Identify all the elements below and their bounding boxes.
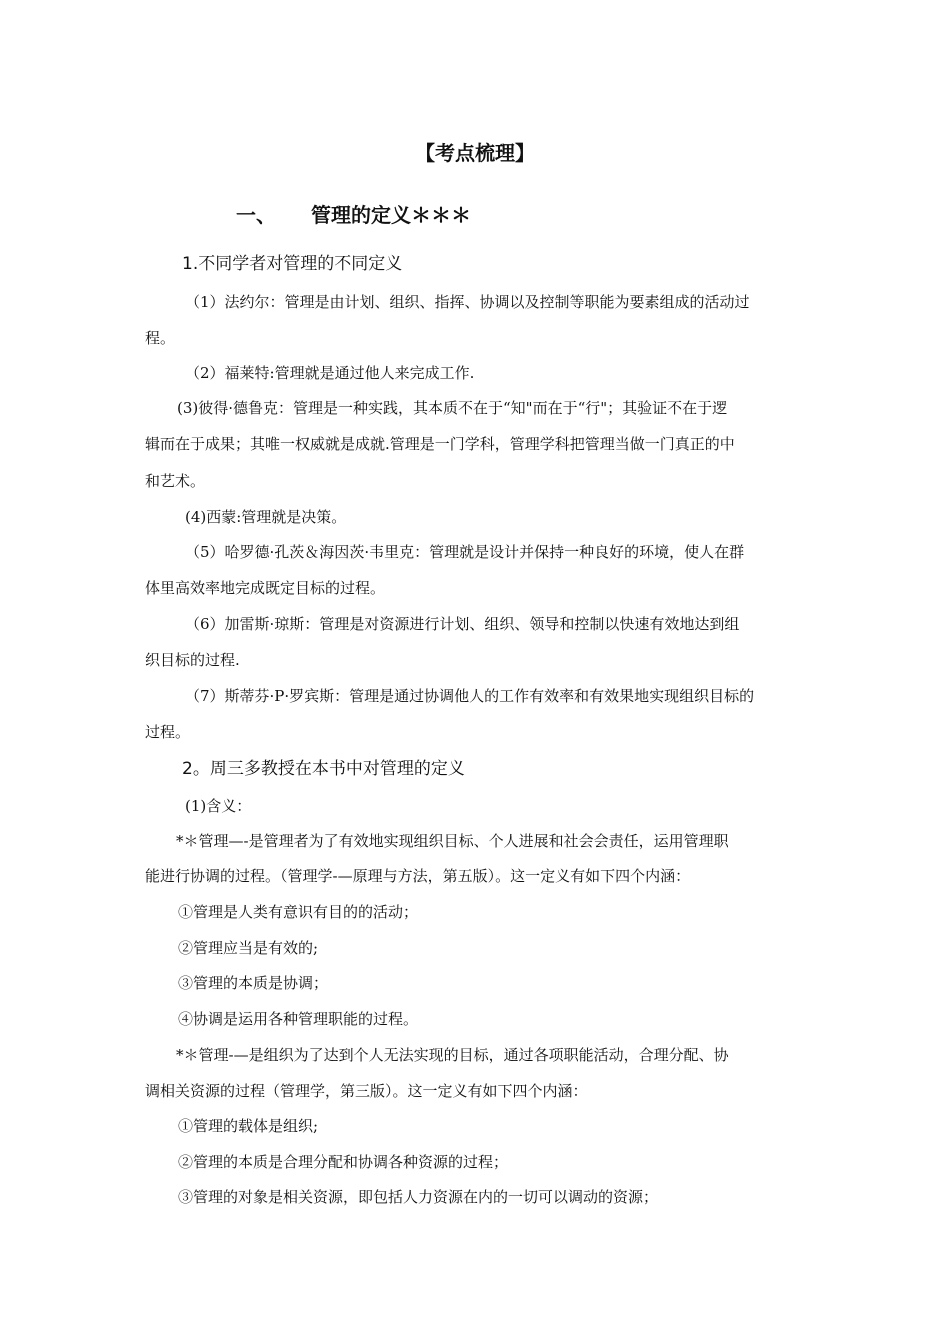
paragraph-line: （6）加雷斯·琼斯：管理是对资源进行计划、组织、领导和控制以快速有效地达到组 — [185, 615, 740, 633]
paragraph-line: 辑而在于成果；其唯一权威就是成就.管理是一门学科，管理学科把管理当做一门真正的中 — [145, 435, 735, 453]
list-item: ③管理的对象是相关资源，即包括人力资源在内的一切可以调动的资源； — [178, 1188, 659, 1206]
list-item: ①管理是人类有意识有目的的活动； — [178, 903, 419, 921]
section-heading: 管理的定义＊＊＊ — [311, 203, 471, 227]
paragraph-line: (3)彼得·德鲁克：管理是一种实践，其本质不在于“知"而在于“行"；其验证不在于逻 — [177, 399, 728, 417]
paragraph-line: （1）法约尔：管理是由计划、组织、指挥、协调以及控制等职能为要素组成的活动过 — [185, 293, 750, 311]
subsection-heading-2: 2。周三多教授在本书中对管理的定义 — [182, 759, 465, 779]
paragraph-line: 过程。 — [145, 723, 191, 741]
paragraph-line: *＊管理—-是管理者为了有效地实现组织目标、个人进展和社会会责任，运用管理职 — [176, 832, 729, 850]
section-number: 一、 — [236, 203, 276, 227]
subsection-heading-1: 1.不同学者对管理的不同定义 — [182, 254, 403, 274]
paragraph-line: 织目标的过程. — [145, 651, 240, 669]
list-item: ②管理的本质是合理分配和协调各种资源的过程； — [178, 1153, 509, 1171]
paragraph-line: 程。 — [145, 329, 176, 347]
paragraph-line: 体里高效率地完成既定目标的过程。 — [145, 579, 386, 597]
list-item: ④协调是运用各种管理职能的过程。 — [178, 1010, 419, 1028]
paragraph-line: 和艺术。 — [145, 472, 206, 490]
list-item: ③管理的本质是协调； — [178, 974, 329, 992]
list-item: ①管理的载体是组织; — [178, 1117, 319, 1135]
paragraph-line: （7）斯蒂芬·P·罗宾斯：管理是通过协调他人的工作有效率和有效果地实现组织目标的 — [185, 687, 755, 705]
paragraph-line: (4)西蒙:管理就是决策。 — [185, 508, 347, 526]
paragraph-line: （2）福莱特:管理就是通过他人来完成工作. — [185, 364, 475, 382]
paragraph-line: *＊管理-—是组织为了达到个人无法实现的目标，通过各项职能活动，合理分配、协 — [176, 1046, 729, 1064]
paragraph-line: 能进行协调的过程。（管理学-—原理与方法，第五版）。这一定义有如下四个内涵： — [145, 867, 691, 885]
paragraph-line: (1)含义： — [185, 797, 252, 815]
paragraph-line: 调相关资源的过程（管理学，第三版）。这一定义有如下四个内涵： — [145, 1082, 588, 1100]
list-item: ②管理应当是有效的; — [178, 939, 319, 957]
page-title: 【考点梳理】 — [415, 141, 535, 165]
paragraph-line: （5）哈罗德·孔茨＆海因茨·韦里克：管理就是设计并保持一种良好的环境，使人在群 — [185, 543, 745, 561]
